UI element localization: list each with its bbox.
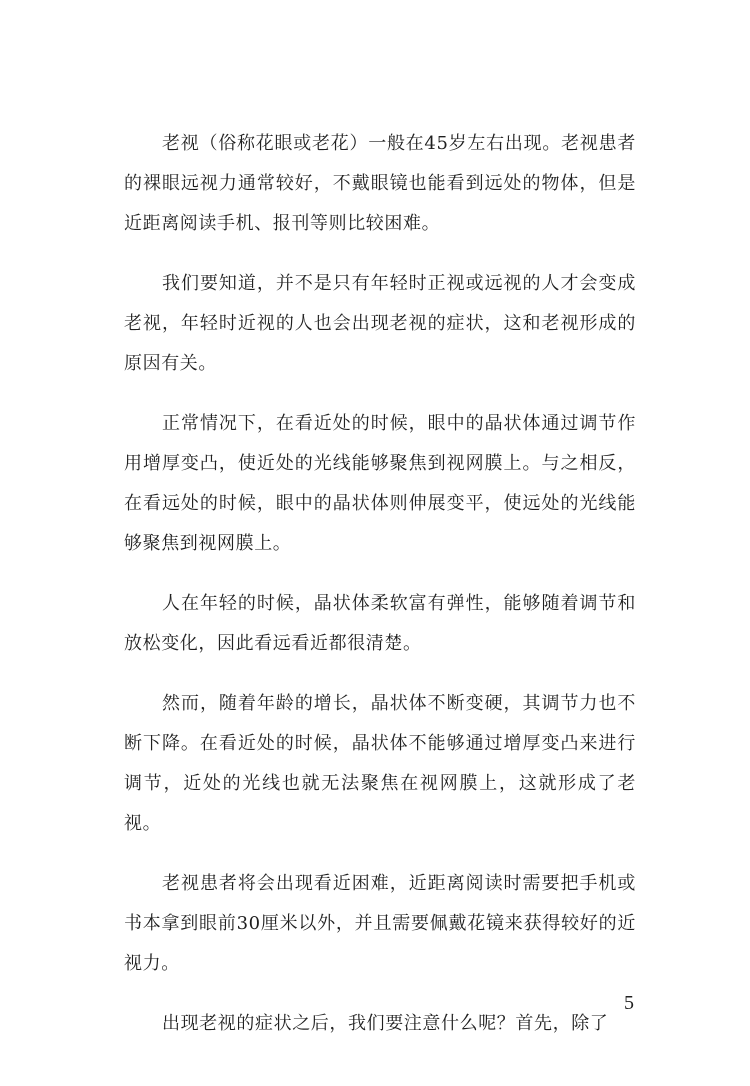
paragraph-5: 然而，随着年龄的增长，晶状体不断变硬，其调节力也不断下降。在看近处的时候，晶状体不能够通过增厚变凸来进行调节，近处的光线也就无法聚焦在视网膜上，这就形成了老视。 [124, 693, 636, 834]
body-text [124, 124, 636, 1064]
paragraph-3: 正常情况下，在看近处的时候，眼中的晶状体通过调节作用增厚变凸，使近处的光线能够聚焦到视网膜上。与之相反，在看远处的时候，眼中的晶状体则伸展变平，使远处的光线能够聚焦到视网膜上。 [124, 413, 636, 554]
page-number: 5 [624, 992, 634, 1014]
paragraph-1: 老视（俗称花眼或老花）一般在45岁左右出现。老视患者的裸眼远视力通常较好，不戴眼镜也能看到远处的物体，但是近距离阅读手机、报刊等则比较困难。 [124, 133, 636, 234]
paragraph-2: 我们要知道，并不是只有年轻时正视或远视的人才会变成老视，年轻时近视的人也会出现老视的症状，这和老视形成的原因有关。 [124, 273, 636, 374]
paragraph-7: 出现老视的症状之后，我们要注意什么呢？首先，除了 [162, 1013, 609, 1034]
paragraph-4: 人在年轻的时候，晶状体柔软富有弹性，能够随着调节和放松变化，因此看远看近都很清楚。 [124, 593, 636, 654]
paragraph-6: 老视患者将会出现看近困难，近距离阅读时需要把手机或书本拿到眼前30厘米以外，并且需要佩戴花镜来获得较好的近视力。 [124, 873, 636, 974]
